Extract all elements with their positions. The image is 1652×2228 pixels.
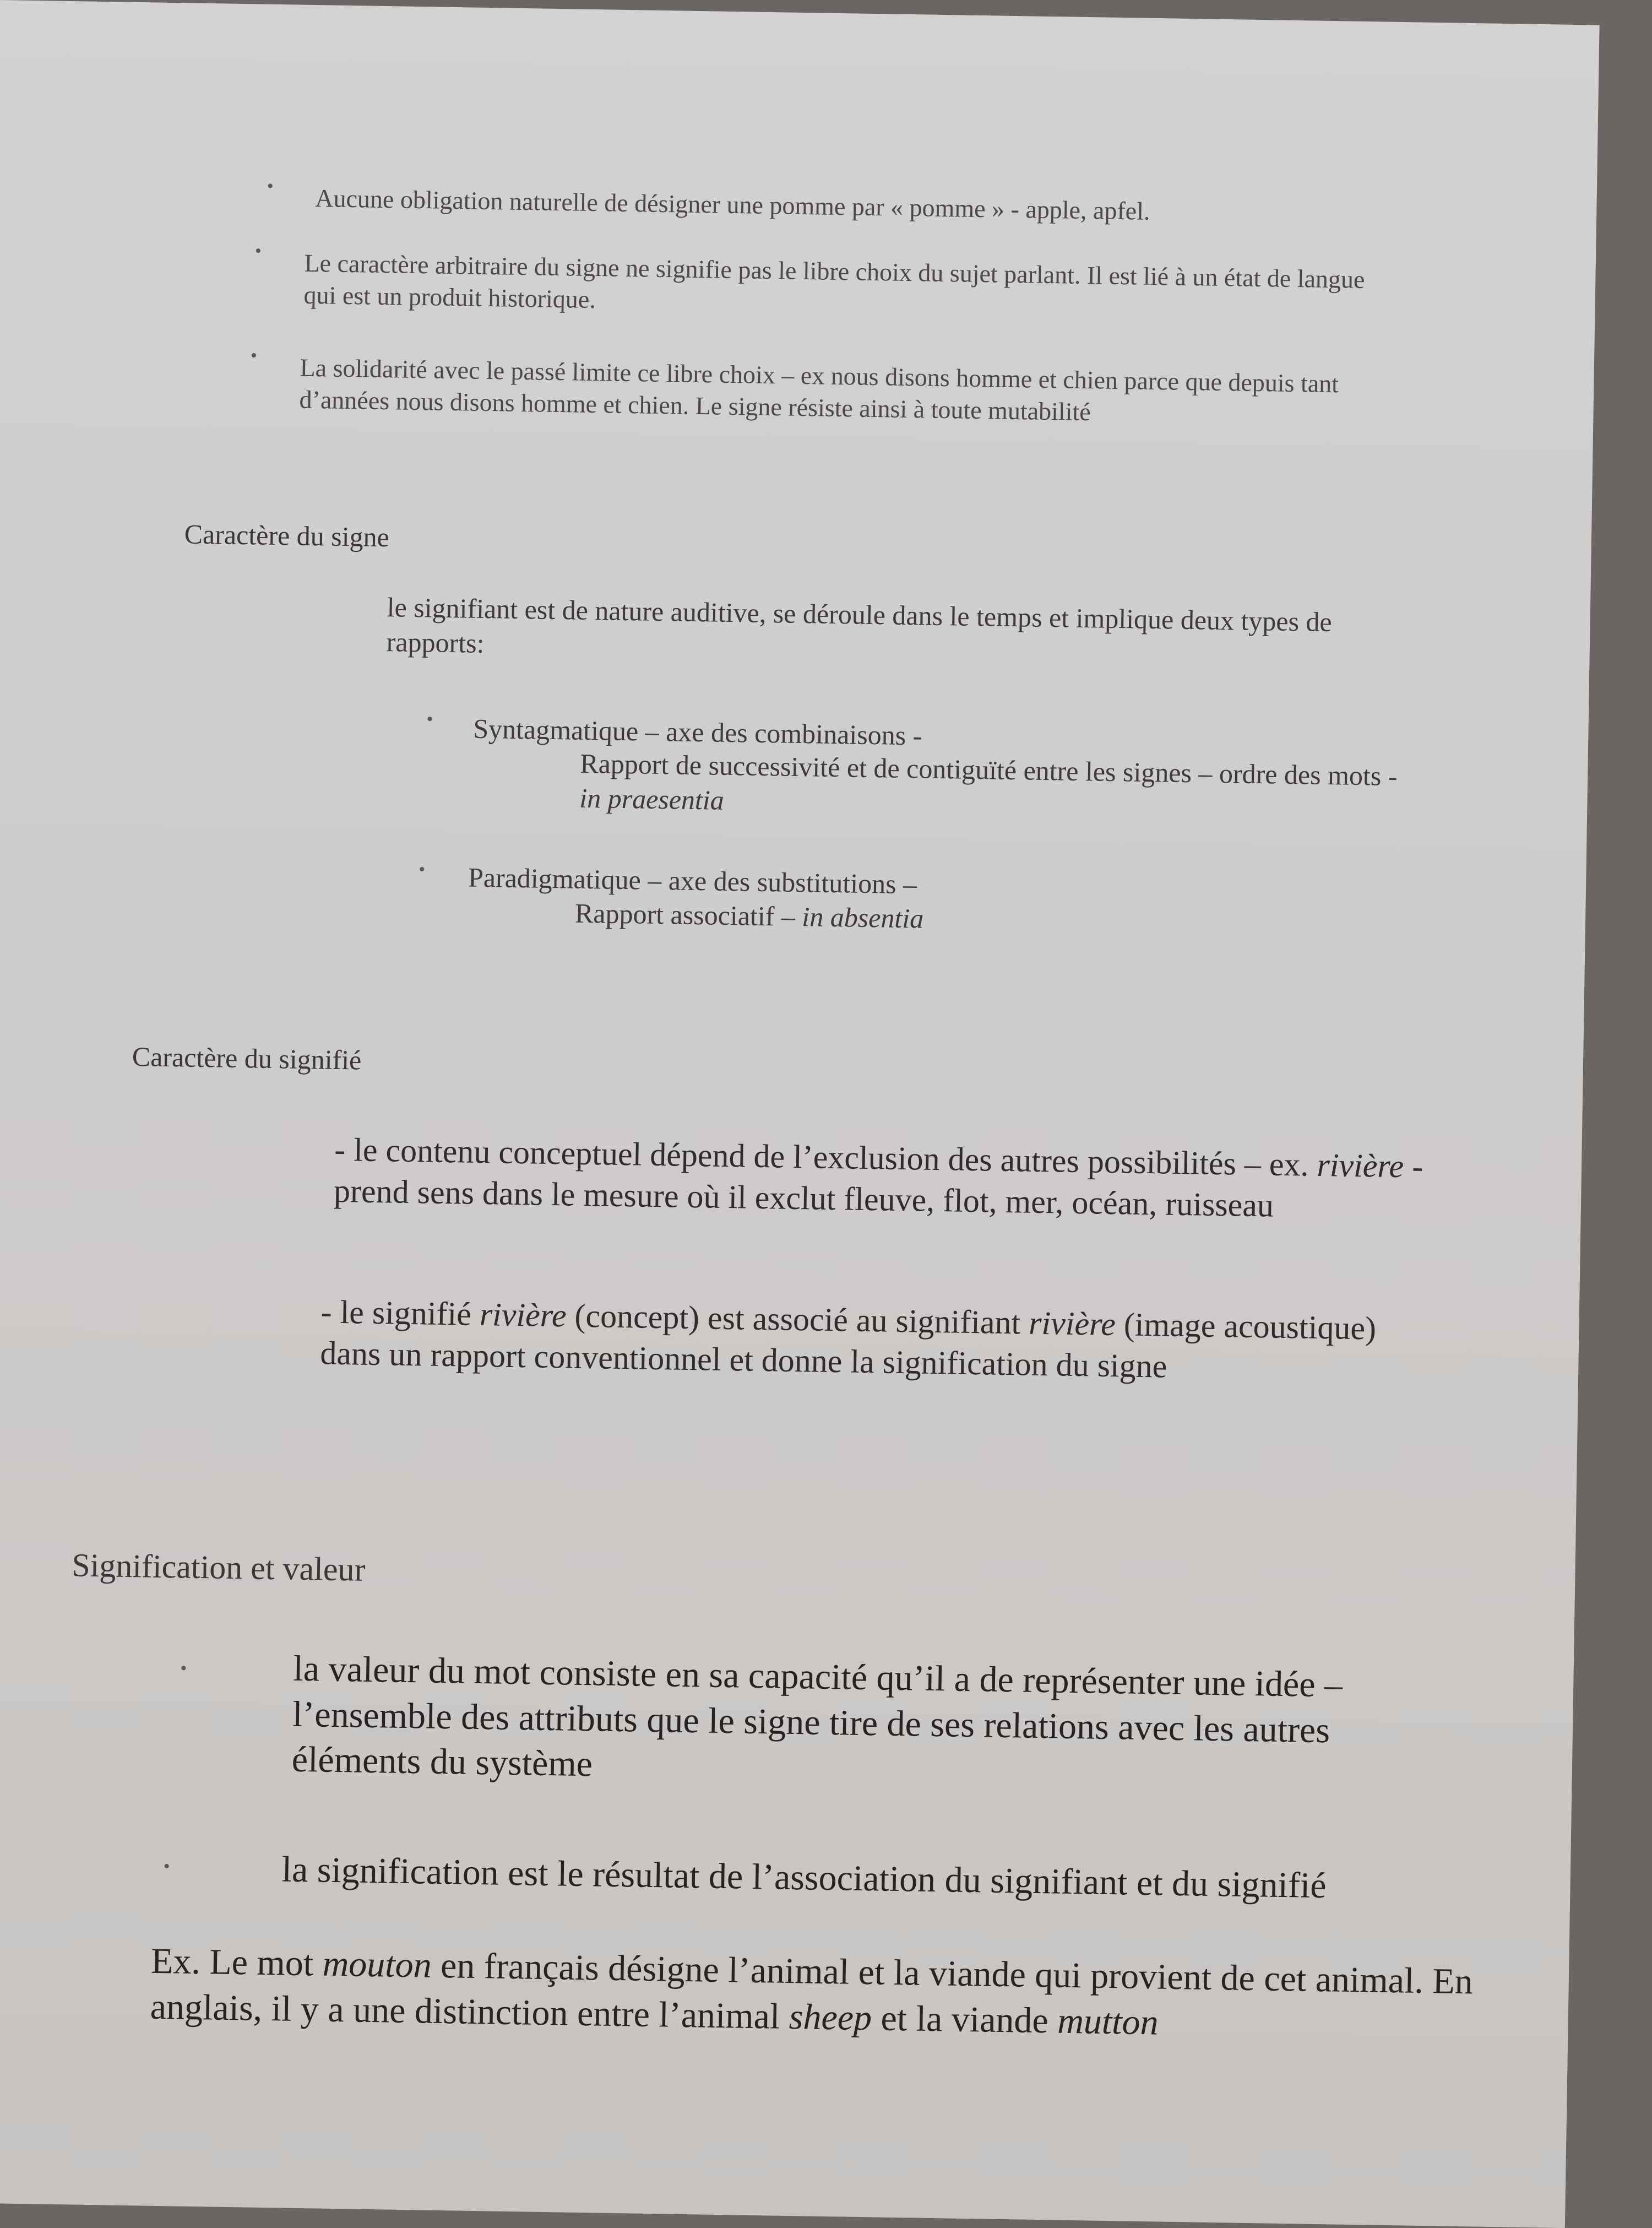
- list-item: [303, 247, 1373, 327]
- text-run: et la viande: [881, 1998, 1049, 2041]
- term: rivière: [479, 1295, 567, 1334]
- paragraph: la signification est le résultat de l’association du signifiant et du signifié: [281, 1849, 1327, 1906]
- paradigmatic-title: Paradigmatique – axe des substitutions –: [468, 861, 917, 900]
- section-heading: Caractère du signe: [184, 518, 390, 553]
- example-paragraph: [150, 1939, 1483, 2051]
- term: mutton: [1057, 2001, 1159, 2042]
- desc-text: Rapport de successivité et de contiguïté entre les signes – ordre des mots -: [579, 747, 1398, 792]
- text-run: en français désigne l’animal et la viande qui provient de cet animal. En anglais, il y a une distinction entre l’animal: [150, 1945, 1474, 2037]
- list-item: [291, 1646, 1461, 1801]
- text-run: (concept) est associé au signifiant: [574, 1297, 1021, 1341]
- latin-term: in absentia: [802, 901, 924, 934]
- bullet: •: [163, 1856, 171, 1877]
- paragraph: [320, 1291, 1428, 1391]
- list-item: [299, 352, 1379, 432]
- text-run: - le contenu conceptuel dépend de l’exclusion des autres possibilités – ex.: [334, 1131, 1309, 1183]
- bullet: •: [254, 241, 262, 262]
- intro-paragraph: [386, 590, 1378, 674]
- term: rivière: [1317, 1146, 1404, 1185]
- bullet: •: [180, 1658, 187, 1679]
- paragraph: le signifiant est de nature auditive, se déroule dans le temps et implique deux types de rapports:: [386, 592, 1333, 659]
- term: mouton: [322, 1943, 432, 1986]
- list-item: [281, 1847, 1466, 1911]
- paragraph: La solidarité avec le passé limite ce libre choix – ex nous disons homme et chien parce que depuis tant d’années nous disons homme et chien. Le signe résiste ainsi à toute mutabilité: [299, 353, 1339, 426]
- bullet: •: [250, 345, 258, 366]
- paragraph: Aucune obligation naturelle de désigner une pomme par « pomme » - apple, apfel.: [315, 184, 1150, 225]
- term: rivière: [1028, 1304, 1116, 1343]
- text-run: - prend sens dans le mesure où il exclut fleuve, flot, mer, océan, ruisseau: [333, 1148, 1423, 1224]
- text-run: (image acoustique) dans un rapport conventionnel et donne la signification du signe: [319, 1306, 1377, 1385]
- bullet: •: [267, 176, 274, 197]
- section-heading: Signification et valeur: [71, 1547, 366, 1588]
- text-run: - le signifié: [320, 1293, 472, 1332]
- bullet: •: [426, 709, 433, 730]
- syntagmatic-title: Syntagmatique – axe des combinaisons -: [472, 713, 922, 751]
- syntagmatic-desc: [579, 746, 1406, 828]
- paradigmatic-desc: [575, 896, 924, 936]
- text-run: Ex. Le mot: [150, 1940, 314, 1984]
- paragraph: [334, 1129, 1431, 1229]
- latin-term: in praesentia: [579, 782, 725, 816]
- bullet: •: [419, 859, 426, 880]
- section-heading: Caractère du signifié: [132, 1041, 362, 1076]
- desc-text: Rapport associatif –: [574, 897, 796, 932]
- term: sheep: [789, 1996, 872, 2038]
- paragraph: la valeur du mot consiste en sa capacité qu’il a de représenter une idée – l’ensemble des attributs que le signe tire de ses relations avec les autres éléments du système: [291, 1648, 1343, 1785]
- list-item: [315, 182, 1373, 231]
- paragraph: Le caractère arbitraire du signe ne signifie pas le libre choix du sujet parlant. Il est lié à un état de langue qui est un produit historique.: [303, 248, 1365, 313]
